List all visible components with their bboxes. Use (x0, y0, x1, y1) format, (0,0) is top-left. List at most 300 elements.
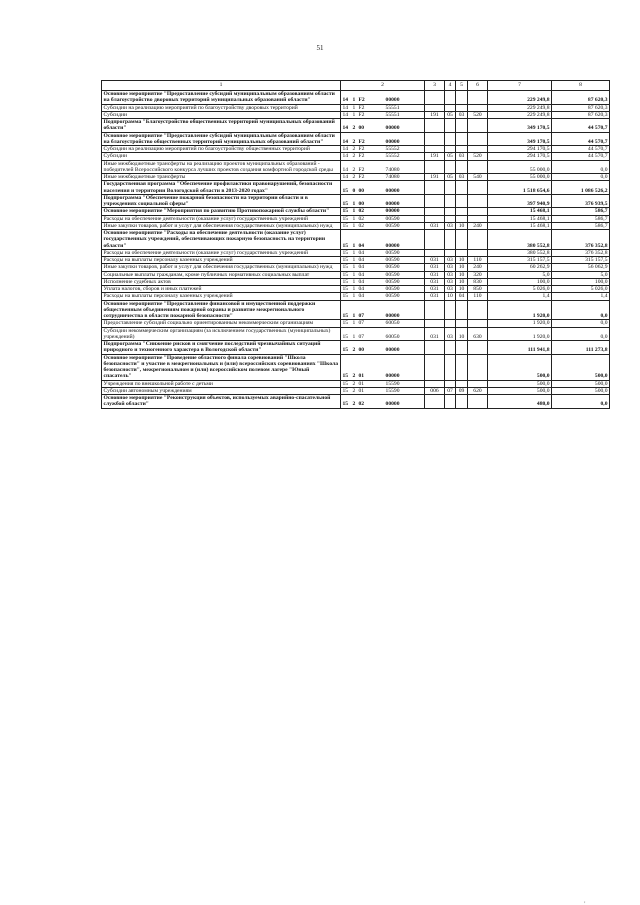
row-expense-type (468, 249, 488, 256)
code-part: 15 (342, 249, 349, 256)
code-part: F2 (358, 97, 365, 104)
code-part: 00590 (385, 257, 400, 263)
row-amount-2020: 376 352,8 (552, 230, 610, 250)
code-part: 15 (342, 215, 349, 222)
row-subsection (456, 300, 468, 320)
row-grbs (425, 194, 445, 208)
row-section (445, 380, 456, 387)
code-part: 00000 (385, 347, 400, 354)
row-grbs: 031 (425, 278, 445, 285)
row-name: Иные закупки товаров, работ и услуг для обеспечения государственных (муниципальных) нужд (102, 264, 341, 271)
code-part: 15 (342, 333, 349, 340)
code-part: 04 (358, 257, 365, 263)
row-amount-2020: 87 620,3 (552, 91, 610, 105)
row-expense-type (468, 160, 488, 174)
row-amount-2019: 55 000,0 (488, 174, 552, 181)
row-grbs (425, 208, 445, 215)
row-grbs (425, 104, 445, 111)
row-amount-2019: 1 920,0 (488, 320, 552, 327)
row-amount-2020: 1 086 526,2 (552, 181, 610, 195)
table-row (102, 111, 610, 118)
row-amount-2020: 44 570,7 (552, 146, 610, 153)
row-expense-type: 520 (468, 153, 488, 160)
row-grbs (425, 300, 445, 320)
row-name: Исполнение судебных актов (102, 278, 341, 285)
table-row (102, 387, 610, 394)
row-code (341, 222, 425, 229)
code-part: 04 (358, 293, 365, 300)
code-part: 14 (342, 166, 349, 173)
row-subsection: 03 (456, 153, 468, 160)
row-name: Учреждения по внешкольной работе с детьми (102, 380, 341, 387)
code-part: 15 (342, 373, 349, 380)
code-part: 55551 (385, 111, 400, 118)
code-part: 15 (342, 387, 349, 394)
table-row (102, 341, 610, 355)
row-name: Субсидии (102, 153, 341, 160)
row-grbs: 006 (425, 387, 445, 394)
row-subsection (456, 146, 468, 153)
row-name: Расходы на выплаты персоналу казенных учреждений (102, 257, 341, 264)
code-part: F2 (358, 104, 365, 111)
table-row (102, 354, 610, 380)
code-part: 15 (342, 380, 349, 387)
code-part: 1 (352, 104, 356, 111)
code-part: 04 (358, 242, 365, 249)
row-subsection (456, 249, 468, 256)
code-part: 15 (342, 201, 349, 207)
row-amount-2019: 500,0 (488, 354, 552, 380)
row-amount-2020: 376 352,8 (552, 249, 610, 256)
row-amount-2019: 349 170,5 (488, 119, 552, 133)
row-code (341, 278, 425, 285)
code-part: 00000 (385, 313, 400, 319)
code-part: F2 (358, 166, 365, 173)
code-part: 00 (358, 187, 365, 194)
row-grbs (425, 146, 445, 153)
row-amount-2020: 0,0 (552, 160, 610, 174)
row-name: Иные межбюджетные трансферты (102, 174, 341, 181)
code-part: 00590 (385, 286, 400, 292)
row-section (445, 146, 456, 153)
row-amount-2020: 500,0 (552, 380, 610, 387)
row-code (341, 354, 425, 380)
row-name: Основное мероприятие "Предоставление финансовой и имущественной поддержки общественным объединениям пожарной охраны и развитие межрегионального сотрудничества в области пожарной безопасности" (102, 300, 341, 320)
code-part: 15590 (385, 380, 400, 387)
code-part: 1 (352, 264, 356, 271)
code-part: 1 (352, 201, 356, 207)
row-subsection: 10 (456, 264, 468, 271)
row-expense-type (468, 230, 488, 250)
row-name: Уплата налогов, сборов и иных платежей (102, 286, 341, 293)
table-row (102, 181, 610, 195)
row-code (341, 194, 425, 208)
row-expense-type (468, 380, 488, 387)
row-name: Иные закупки товаров, работ и услуг для обеспечения государственных (муниципальных) нужд (102, 222, 341, 229)
table-row (102, 194, 610, 208)
row-code (341, 153, 425, 160)
row-expense-type (468, 354, 488, 380)
row-amount-2019: 100,0 (488, 278, 552, 285)
row-subsection: 10 (456, 257, 468, 264)
row-code (341, 257, 425, 264)
table-row (102, 286, 610, 293)
row-section (445, 132, 456, 146)
row-amount-2020: 0,0 (552, 300, 610, 320)
row-amount-2020: 5,0 (552, 271, 610, 278)
row-section: 10 (445, 293, 456, 300)
code-part: 02 (358, 208, 365, 215)
row-grbs (425, 249, 445, 256)
row-amount-2019: 294 170,5 (488, 146, 552, 153)
row-grbs (425, 160, 445, 174)
code-part: 60050 (385, 320, 400, 327)
row-grbs: 031 (425, 286, 445, 293)
row-amount-2019: 229 249,8 (488, 111, 552, 118)
row-amount-2020: 0,0 (552, 320, 610, 327)
row-amount-2019: 229 249,8 (488, 91, 552, 105)
row-grbs (425, 230, 445, 250)
code-part: 15 (342, 264, 349, 271)
code-part: 00 (358, 125, 365, 132)
table-row (102, 264, 610, 271)
row-grbs (425, 181, 445, 195)
code-part: 2 (352, 146, 356, 152)
row-amount-2020: 87 620,3 (552, 111, 610, 118)
row-grbs: 191 (425, 174, 445, 181)
row-amount-2019: 397 940,9 (488, 194, 552, 208)
row-amount-2019: 349 170,5 (488, 132, 552, 146)
code-part: 15 (342, 222, 349, 229)
row-subsection: 04 (456, 293, 468, 300)
code-part: 07 (358, 320, 365, 327)
row-amount-2019: 500,0 (488, 387, 552, 394)
row-section (445, 160, 456, 174)
row-subsection: 03 (456, 111, 468, 118)
row-name: Субсидии автономным учреждениям (102, 387, 341, 394)
table-row (102, 222, 610, 229)
row-subsection: 10 (456, 286, 468, 293)
table-row (102, 293, 610, 300)
code-part: 01 (358, 373, 365, 380)
column-header: 5 (456, 81, 468, 91)
page-number: 51 (316, 44, 324, 52)
code-part: 14 (342, 174, 349, 180)
row-grbs: 191 (425, 111, 445, 118)
table-row (102, 91, 610, 105)
row-expense-type: 110 (468, 293, 488, 300)
row-grbs: 031 (425, 293, 445, 300)
row-grbs: 031 (425, 257, 445, 264)
code-part: 04 (358, 271, 365, 278)
code-part: 00 (358, 347, 365, 354)
code-part: 1 (352, 286, 356, 292)
row-expense-type (468, 91, 488, 105)
row-section: 05 (445, 174, 456, 181)
row-subsection: 10 (456, 278, 468, 285)
row-section: 03 (445, 286, 456, 293)
row-amount-2020: 500,0 (552, 354, 610, 380)
code-part: 1 (352, 242, 356, 249)
table-row (102, 174, 610, 181)
row-amount-2019: 380 552,8 (488, 249, 552, 256)
code-part: 2 (352, 387, 356, 394)
code-part: 00000 (385, 138, 400, 145)
code-part: 1 (352, 208, 356, 215)
row-subsection (456, 395, 468, 409)
row-subsection: 10 (456, 271, 468, 278)
row-code (341, 264, 425, 271)
code-part: 02 (358, 215, 365, 222)
code-part: 04 (358, 278, 365, 285)
row-amount-2020: 500,0 (552, 387, 610, 394)
row-amount-2019: 380 552,8 (488, 230, 552, 250)
row-expense-type (468, 119, 488, 133)
row-subsection (456, 104, 468, 111)
row-code (341, 286, 425, 293)
row-section (445, 300, 456, 320)
row-name: Основное мероприятие "Проведение областного финала соревнований "Школа безопасности" и участие в межрегиональных и (или) всероссийских соревнованиях "Школа безопасности", межрегиональном и (или) всероссийском полевом лагере "Юный спасатель" (102, 354, 341, 380)
row-grbs: 031 (425, 327, 445, 341)
code-part: 00590 (385, 293, 400, 300)
code-part: 1 (352, 278, 356, 285)
row-expense-type: 630 (468, 327, 488, 341)
column-header: 1 (102, 81, 341, 91)
code-part: 01 (358, 387, 365, 394)
row-amount-2020: 44 570,7 (552, 153, 610, 160)
code-part: 02 (358, 401, 365, 408)
row-subsection (456, 380, 468, 387)
row-name: Расходы на выплаты персоналу казенных учреждений (102, 293, 341, 300)
row-name: Расходы на обеспечение деятельности (оказание услуг) государственных учреждений (102, 249, 341, 256)
row-amount-2020: 0,0 (552, 327, 610, 341)
row-grbs (425, 320, 445, 327)
code-part: 15 (342, 293, 349, 300)
row-name: Государственная программа "Обеспечение профилактики правонарушений, безопасности населения и территории Вологодской области в 2013-2020 годах" (102, 181, 341, 195)
row-name: Основное мероприятие "Реконструкция объектов, используемых аварийно-спасательной службой области" (102, 395, 341, 409)
row-code (341, 380, 425, 387)
row-subsection (456, 91, 468, 105)
row-amount-2019: 5,0 (488, 271, 552, 278)
row-section (445, 91, 456, 105)
row-name: Иные межбюджетные трансферты на реализацию проектов муниципальных образований - победителей Всероссийского конкурса лучших проектов создания комфортной городской среды (102, 160, 341, 174)
code-part: 00000 (385, 373, 400, 380)
code-part: 15590 (385, 387, 400, 394)
code-part: 00000 (385, 97, 400, 104)
code-part: 04 (358, 286, 365, 292)
row-section: 03 (445, 271, 456, 278)
code-part: 74080 (385, 166, 400, 173)
row-amount-2019: 15 468,1 (488, 222, 552, 229)
row-expense-type: 520 (468, 111, 488, 118)
row-name: Подпрограмма "Обеспечение пожарной безопасности на территории области и в учреждениях социальной сферы" (102, 194, 341, 208)
code-part: 1 (352, 222, 356, 229)
row-section: 03 (445, 327, 456, 341)
code-part: 15 (342, 187, 349, 194)
row-amount-2020: 87 620,3 (552, 104, 610, 111)
code-part: 14 (342, 125, 349, 132)
code-part: 1 (352, 257, 356, 263)
row-code (341, 215, 425, 222)
row-amount-2019: 315 157,5 (488, 257, 552, 264)
code-part: 2 (352, 125, 356, 132)
code-part: 15 (342, 320, 349, 327)
row-grbs: 031 (425, 264, 445, 271)
row-section (445, 215, 456, 222)
code-part: 2 (352, 347, 356, 354)
row-amount-2019: 1 920,0 (488, 327, 552, 341)
row-expense-type: 850 (468, 286, 488, 293)
row-code (341, 293, 425, 300)
row-expense-type (468, 395, 488, 409)
code-part: 1 (352, 320, 356, 327)
table-row (102, 160, 610, 174)
code-part: 2 (352, 373, 356, 380)
code-part: 2 (352, 380, 356, 387)
row-code (341, 104, 425, 111)
row-name: Субсидии некоммерческим организациям (за исключением государственных (муниципальных) учреждений) (102, 327, 341, 341)
code-part: 15 (342, 242, 349, 249)
table-row (102, 215, 610, 222)
row-amount-2020: 586,7 (552, 222, 610, 229)
table-row (102, 153, 610, 160)
row-expense-type (468, 104, 488, 111)
row-amount-2020: 586,7 (552, 215, 610, 222)
row-amount-2020: 586,7 (552, 208, 610, 215)
row-code (341, 181, 425, 195)
row-subsection (456, 181, 468, 195)
row-section: 03 (445, 257, 456, 264)
code-part: 2 (352, 174, 356, 180)
row-section: 07 (445, 387, 456, 394)
code-part: 00 (358, 201, 365, 207)
row-section (445, 230, 456, 250)
row-amount-2019: 15 468,1 (488, 208, 552, 215)
row-section: 03 (445, 222, 456, 229)
row-expense-type (468, 215, 488, 222)
row-expense-type (468, 132, 488, 146)
row-code (341, 230, 425, 250)
row-code (341, 208, 425, 215)
row-name: Социальные выплаты гражданам, кроме публичных нормативных социальных выплат (102, 271, 341, 278)
code-part: F2 (358, 138, 365, 145)
row-grbs (425, 380, 445, 387)
row-name: Основное мероприятие "Мероприятия по развитию Противопожарной службы области" (102, 208, 341, 215)
row-code (341, 327, 425, 341)
code-part: 00000 (385, 125, 400, 132)
row-expense-type (468, 146, 488, 153)
code-part: 1 (352, 293, 356, 300)
code-part: 14 (342, 153, 349, 160)
row-section (445, 181, 456, 195)
row-section (445, 119, 456, 133)
row-expense-type: 240 (468, 264, 488, 271)
row-expense-type (468, 208, 488, 215)
code-part: 2 (352, 153, 356, 160)
row-amount-2020: 100,0 (552, 278, 610, 285)
row-amount-2020: 1,4 (552, 293, 610, 300)
table-row (102, 230, 610, 250)
row-code (341, 300, 425, 320)
row-subsection: 03 (456, 174, 468, 181)
table-row (102, 257, 610, 264)
row-amount-2020: 5 026,0 (552, 286, 610, 293)
row-expense-type (468, 341, 488, 355)
row-subsection (456, 194, 468, 208)
row-subsection (456, 230, 468, 250)
row-subsection (456, 215, 468, 222)
row-section: 03 (445, 264, 456, 271)
code-part: 00000 (385, 208, 400, 215)
row-amount-2020: 44 570,7 (552, 119, 610, 133)
table-row (102, 271, 610, 278)
row-expense-type (468, 194, 488, 208)
code-part: 00000 (385, 401, 400, 408)
corner-mark: , (584, 898, 586, 904)
row-name: Основное мероприятие "Предоставление субсидий муниципальным образованиям области на благоустройство общественных территорий муниципальных образований области" (102, 132, 341, 146)
code-part: 15 (342, 347, 349, 354)
row-name: Подпрограмма "Снижение рисков и смягчение последствий чрезвычайных ситуаций природного и техногенного характера в Вологодской области" (102, 341, 341, 355)
row-section (445, 249, 456, 256)
row-name: Подпрограмма "Благоустройство общественных территорий муниципальных образований области" (102, 119, 341, 133)
row-code (341, 387, 425, 394)
table-row (102, 380, 610, 387)
row-expense-type (468, 300, 488, 320)
row-section (445, 341, 456, 355)
code-part: 04 (358, 264, 365, 271)
row-expense-type: 240 (468, 222, 488, 229)
row-amount-2019: 55 000,0 (488, 160, 552, 174)
row-subsection (456, 208, 468, 215)
code-part: 00590 (385, 278, 400, 285)
row-grbs: 031 (425, 271, 445, 278)
code-part: F2 (358, 174, 365, 180)
table-row (102, 249, 610, 256)
row-grbs (425, 119, 445, 133)
row-code (341, 91, 425, 105)
row-expense-type (468, 320, 488, 327)
row-grbs (425, 341, 445, 355)
code-part: 14 (342, 146, 349, 152)
table-row (102, 320, 610, 327)
code-part: 15 (342, 271, 349, 278)
row-name: Субсидии на реализацию мероприятий по благоустройству дворовых территорий (102, 104, 341, 111)
row-code (341, 119, 425, 133)
table-row (102, 278, 610, 285)
row-amount-2019: 500,0 (488, 380, 552, 387)
table-row (102, 208, 610, 215)
code-part: 00000 (385, 187, 400, 194)
code-part: 1 (352, 313, 356, 319)
code-part: 2 (352, 138, 356, 145)
code-part: 00590 (385, 264, 400, 271)
code-part: 14 (342, 97, 349, 104)
code-part: 00590 (385, 215, 400, 222)
code-part: 07 (358, 313, 365, 319)
row-section: 03 (445, 278, 456, 285)
code-part: 00590 (385, 271, 400, 278)
code-part: 1 (352, 249, 356, 256)
row-subsection (456, 119, 468, 133)
row-section (445, 395, 456, 409)
row-amount-2019: 15 468,1 (488, 215, 552, 222)
row-code (341, 146, 425, 153)
row-section (445, 194, 456, 208)
row-expense-type: 620 (468, 387, 488, 394)
code-part: 15 (342, 286, 349, 292)
code-part: 04 (358, 249, 365, 256)
code-part: 00590 (385, 222, 400, 229)
